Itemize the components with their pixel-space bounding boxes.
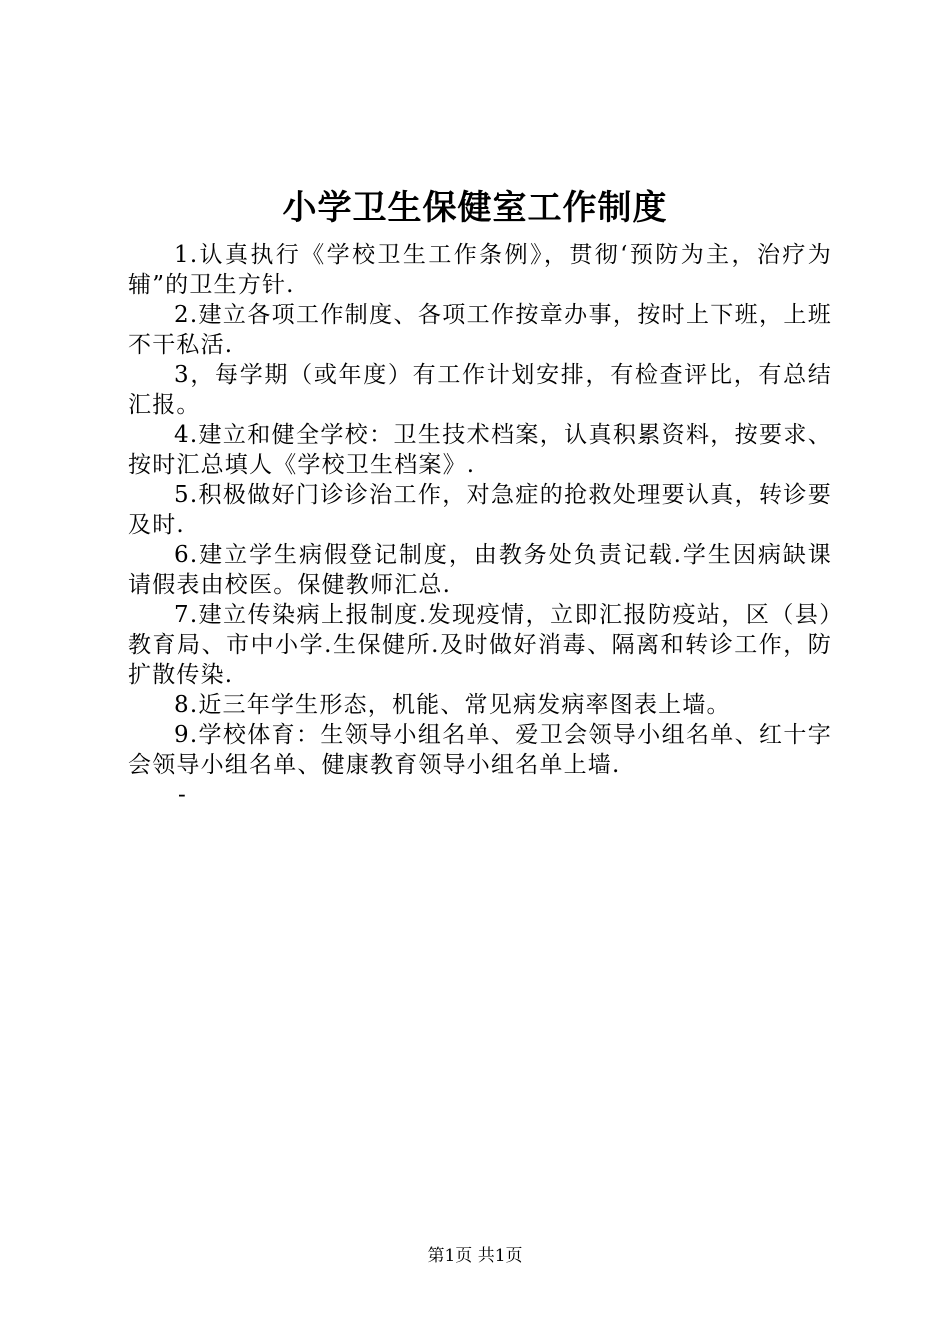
paragraph-6: 6.建立学生病假登记制度，由教务处负责记载.学生因病缺课请假表由校医。保健教师汇总. (128, 542, 832, 598)
paragraph-9: 9.学校体育：生领导小组名单、爱卫会领导小组名单、红十字会领导小组名单、健康教育领导小组名单上墙. (128, 722, 832, 778)
paragraph-4: 4.建立和健全学校：卫生技术档案，认真积累资料，按要求、按时汇总填人《学校卫生档案》. (128, 422, 832, 478)
paragraph-3: 3，每学期（或年度）有工作计划安排，有检查评比，有总结汇报。 (128, 362, 832, 418)
paragraph-7: 7.建立传染病上报制度.发现疫情，立即汇报防疫站，区（县）教育局、市中小学.生保健所.及时做好消毒、隔离和转诊工作，防扩散传染. (128, 602, 832, 688)
paragraph-2: 2.建立各项工作制度、各项工作按章办事，按时上下班，上班不干私活. (128, 302, 832, 358)
paragraph-1: 1.认真执行《学校卫生工作条例》，贯彻‘预防为主，治疗为辅”的卫生方针. (128, 242, 832, 298)
paragraph-8: 8.近三年学生形态，机能、常见病发病率图表上墙。 (174, 692, 731, 718)
page-footer: 第1页 共1页 (427, 1246, 523, 1266)
document-body (128, 240, 832, 810)
document-title: 小学卫生保健室工作制度 (282, 188, 668, 228)
paragraph-5: 5.积极做好门诊诊治工作，对急症的抢救处理要认真，转诊要及时. (128, 482, 832, 538)
trailing-mark: - (178, 782, 186, 808)
